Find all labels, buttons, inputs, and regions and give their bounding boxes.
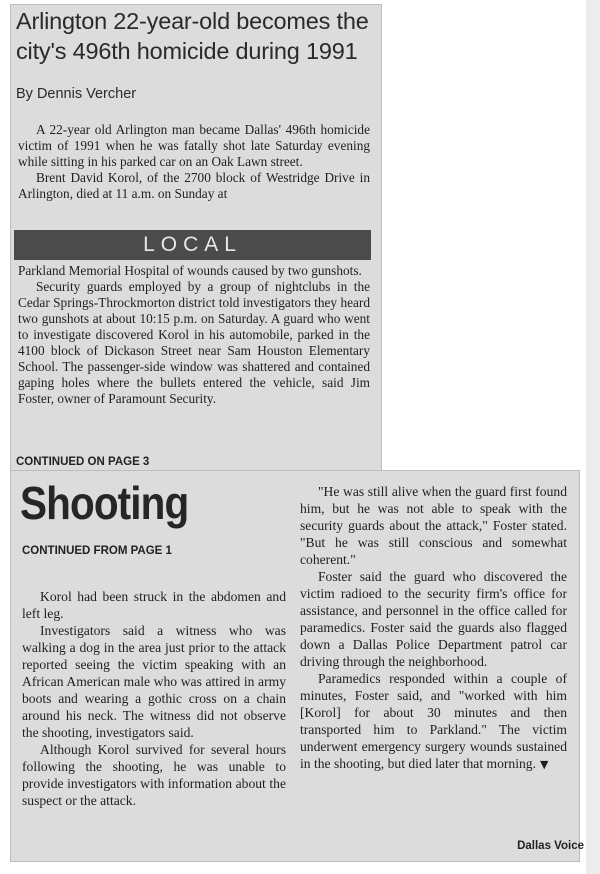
article-headline: Arlington 22-year-old becomes the city's 496th homicide during 1991 xyxy=(16,8,369,64)
publication-signature: Dallas Voice xyxy=(517,840,584,852)
top-column-b xyxy=(18,263,370,407)
end-mark-icon: ▼ xyxy=(539,758,549,771)
paragraph: Investigators said a witness who was walking a dog in the area just prior to the attack reported seeing the victim speaking with an African American male who was attired in army boots and wearing a gothic cross on a chain around his neck. The witness did not observe the shooting, investigators said. xyxy=(22,623,286,740)
paragraph: Brent David Korol, of the 2700 block of Westridge Drive in Arlington, died at 11 a.m. on Sunday at xyxy=(18,170,370,201)
continuation-headline: Shooting xyxy=(20,477,189,529)
paragraph: Foster said the guard who discovered the victim radioed to the security firm's office for assistance, and personnel in the office called for paramedics. Foster said the guards also flagged down a Dallas Police Department patrol car driving through the neighborhood. xyxy=(300,569,567,669)
top-column-a xyxy=(18,122,370,202)
paragraph: Although Korol survived for several hours following the shooting, he was unable to provide investigators with information about the suspect or the attack. xyxy=(22,742,286,808)
paragraph: Parkland Memorial Hospital of wounds caused by two gunshots. xyxy=(18,263,362,278)
paragraph xyxy=(300,670,567,773)
paragraph: Security guards employed by a group of nightclubs in the Cedar Springs-Throckmorton district told investigators they heard two gunshots at about 10:15 p.m. on Saturday. A guard who went to investigate discovered Korol in his automobile, parked in the 4100 block of Dickason Street near Sam Houston Elementary School. The passenger-side window was shattered and contained gaping holes where the bullets entered the vehicle, said Jim Foster, owner of Paramount Security. xyxy=(18,279,370,406)
paragraph: A 22-year old Arlington man became Dallas' 496th homicide victim of 1991 when he was fatally shot late Saturday evening while sitting in his parked car on an Oak Lawn street. xyxy=(18,122,370,169)
continued-to-label: CONTINUED ON PAGE 3 xyxy=(16,456,150,468)
bottom-column-right xyxy=(300,483,567,773)
paragraph: "He was still alive when the guard first found him, but he was not able to speak with the security guards about the attack," Foster stated. "But he was still conscious and somewhat coherent." xyxy=(300,484,567,567)
byline: By Dennis Vercher xyxy=(16,86,137,102)
page-edge xyxy=(586,0,600,874)
section-label-local: LOCAL xyxy=(14,230,371,260)
continued-from-label: CONTINUED FROM PAGE 1 xyxy=(22,545,172,557)
paragraph: Korol had been struck in the abdomen and left leg. xyxy=(22,589,286,621)
bottom-column-left xyxy=(22,588,286,809)
paragraph-text: Paramedics responded within a couple of minutes, Foster said, and "worked with him [Korol] for about 30 minutes and then transported him to Parkland." The victim underwent emergency surgery wounds sustained in the shooting, but died later that morning. xyxy=(300,671,567,771)
